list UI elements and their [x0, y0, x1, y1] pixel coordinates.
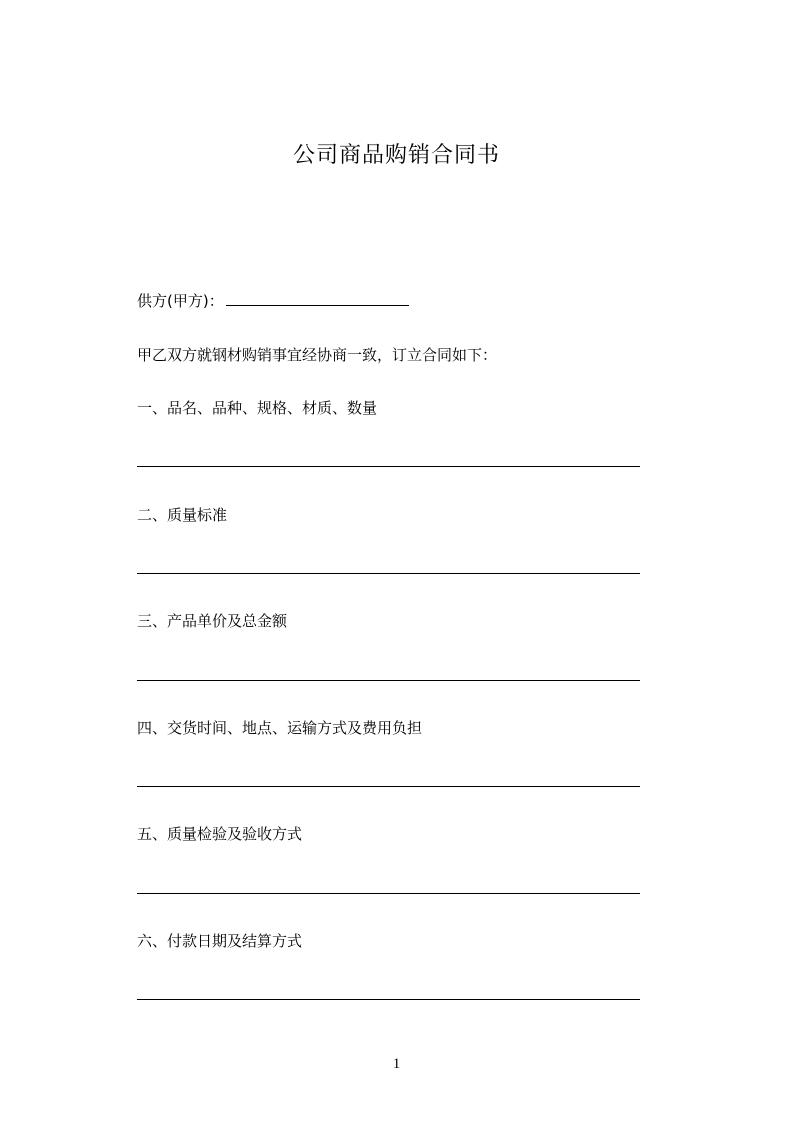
supplier-party-blank [226, 290, 409, 306]
page-number: 1 [392, 1056, 401, 1072]
section-heading-6: 六、付款日期及结算方式 [137, 932, 303, 950]
section-heading-4: 四、交货时间、地点、运输方式及费用负担 [137, 719, 423, 737]
supplier-party-label: 供方(甲方)： [137, 292, 224, 310]
contract-intro: 甲乙双方就钢材购销事宜经协商一致，订立合同如下： [137, 346, 498, 364]
section-fill-line-1 [137, 466, 640, 467]
document-title: 公司商品购销合同书 [292, 143, 500, 168]
section-fill-line-2 [137, 573, 640, 574]
section-heading-2: 二、质量标准 [137, 506, 228, 524]
section-heading-3: 三、产品单价及总金额 [137, 612, 288, 630]
section-heading-1: 一、品名、品种、规格、材质、数量 [137, 399, 378, 417]
supplier-party-line [137, 290, 409, 312]
section-heading-5: 五、质量检验及验收方式 [137, 825, 303, 843]
section-fill-line-3 [137, 680, 640, 681]
section-fill-line-5 [137, 893, 640, 894]
section-fill-line-6 [137, 999, 640, 1000]
section-fill-line-4 [137, 786, 640, 787]
